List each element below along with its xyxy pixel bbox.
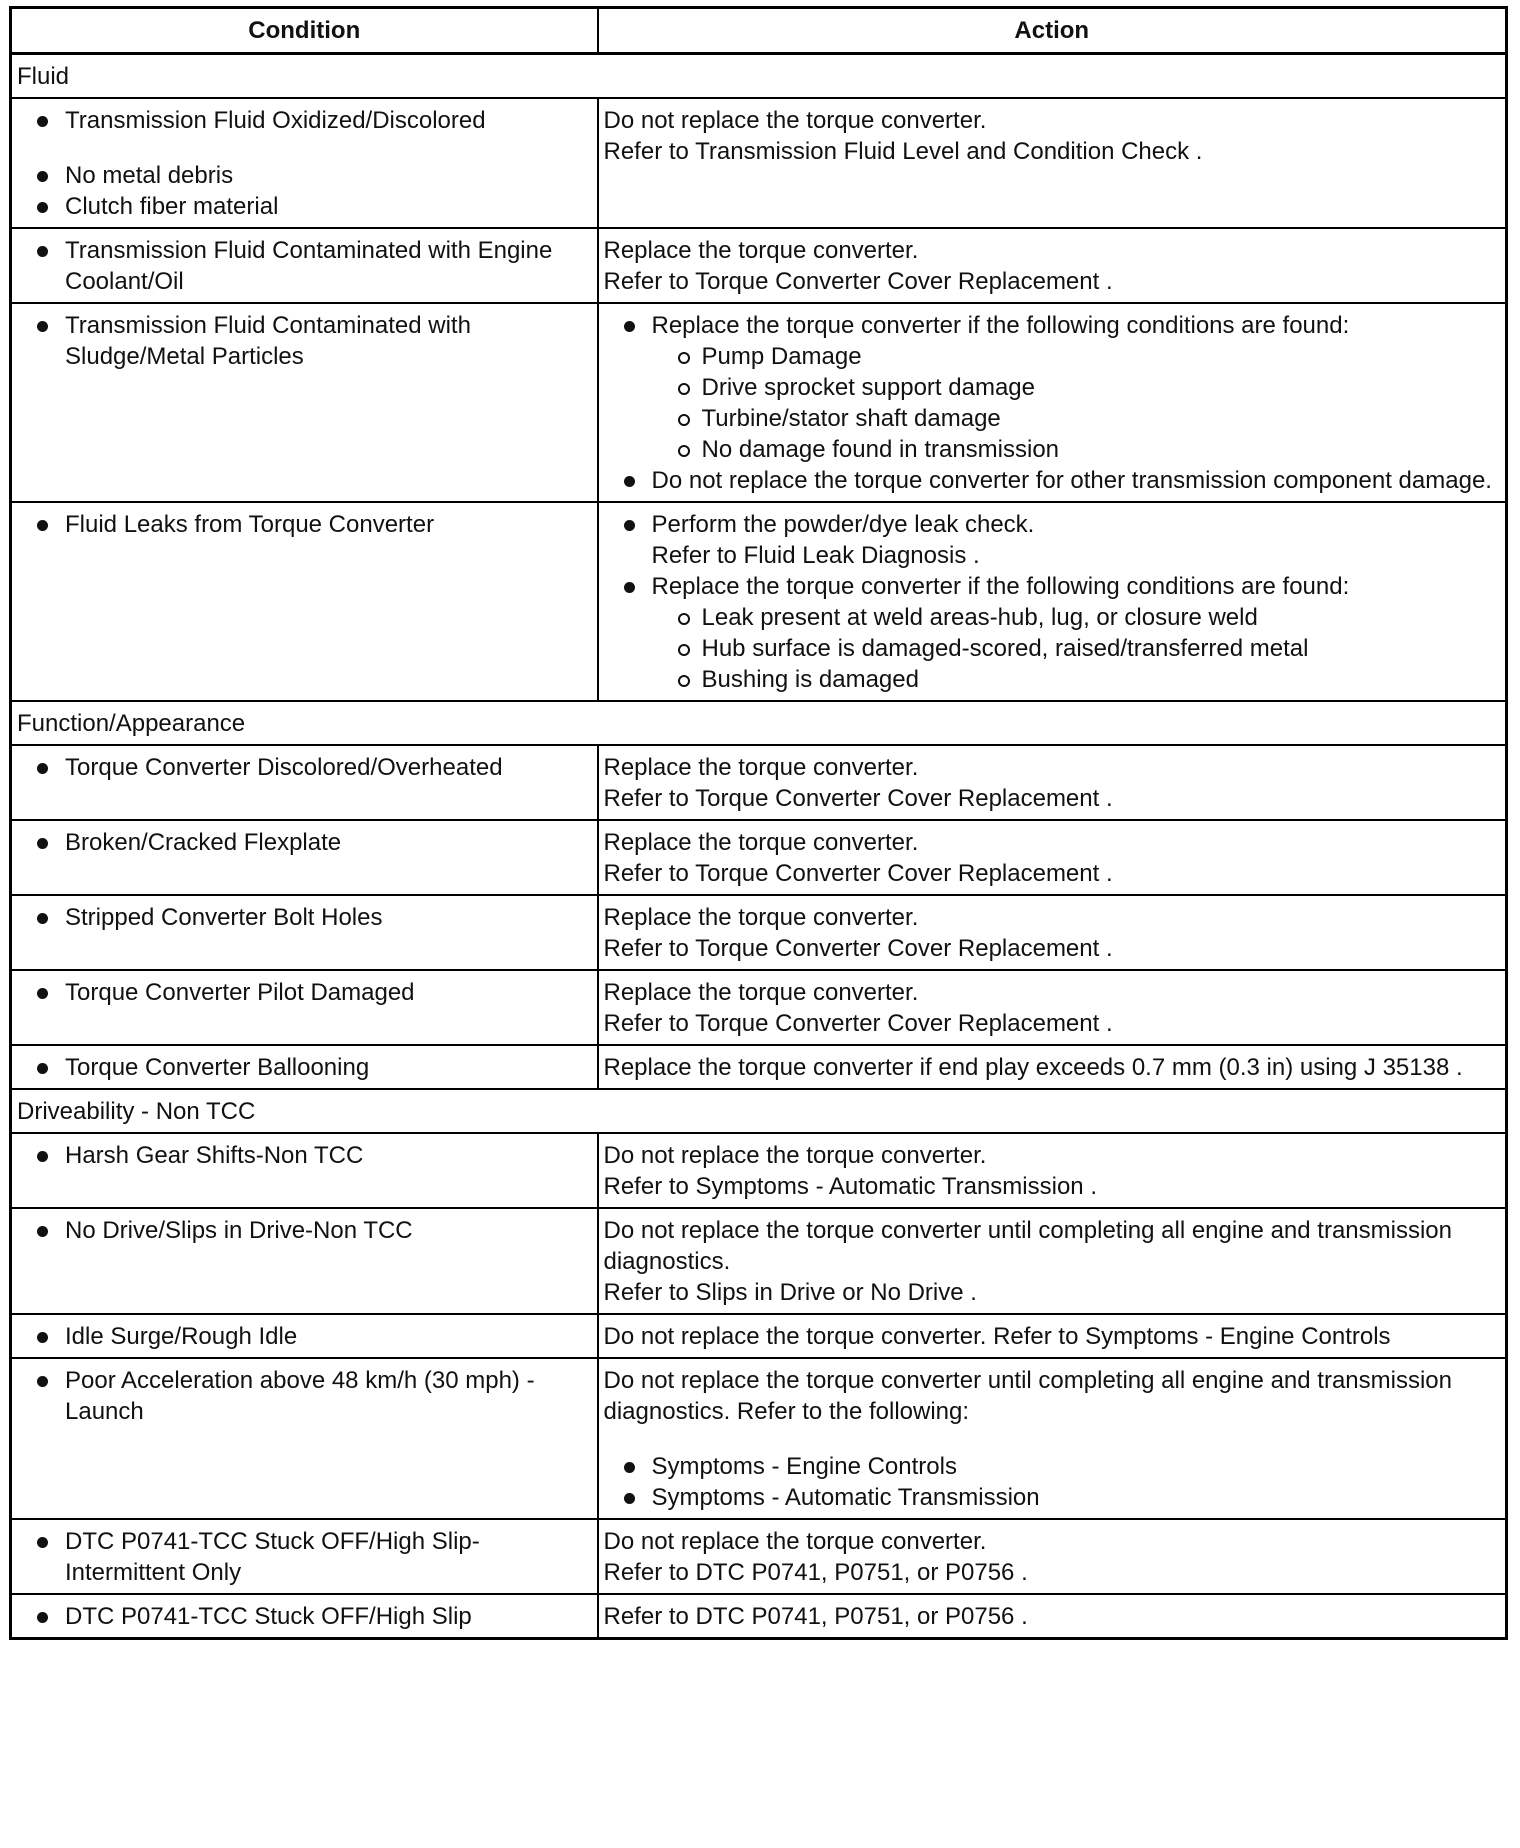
action-reference: Refer to Torque Converter Cover Replacement .: [603, 1010, 1113, 1037]
action-cell: [598, 303, 1507, 502]
action-cell: [598, 98, 1507, 228]
action-cell: [598, 1594, 1507, 1639]
table-row: [11, 1208, 1507, 1314]
condition-item: Transmission Fluid Contaminated with Sludge/Metal Particles: [17, 310, 591, 372]
action-sub-item: No damage found in transmission: [652, 434, 1500, 465]
action-text: Replace the torque converter.: [603, 754, 919, 781]
action-bullet: Symptoms - Automatic Transmission: [604, 1482, 1500, 1513]
condition-item: Transmission Fluid Contaminated with Engine Coolant/Oil: [17, 235, 591, 297]
action-bullet: [604, 571, 1500, 695]
condition-cell: [11, 1314, 598, 1358]
table-row: [11, 970, 1507, 1045]
table-row: [11, 228, 1507, 303]
action-text: Replace the torque converter.: [603, 237, 919, 264]
condition-cell: [11, 1208, 598, 1314]
action-text: Replace the torque converter.: [603, 979, 919, 1006]
condition-item: Torque Converter Discolored/Overheated: [17, 752, 591, 783]
section-row: [11, 54, 1507, 99]
action-text: Replace the torque converter.: [603, 904, 919, 931]
action-cell: [598, 1133, 1507, 1208]
table-row: [11, 1594, 1507, 1639]
condition-item: Torque Converter Ballooning: [17, 1052, 591, 1083]
action-bullet-text: Replace the torque converter if the following conditions are found:: [651, 573, 1350, 600]
condition-item: Fluid Leaks from Torque Converter: [17, 509, 591, 540]
condition-cell: [11, 1133, 598, 1208]
action-reference: Refer to Fluid Leak Diagnosis .: [651, 542, 980, 569]
action-reference: Refer to Torque Converter Cover Replacement .: [603, 860, 1113, 887]
action-text: Do not replace the torque converter until completing all engine and transmission diagnostics.: [603, 1217, 1452, 1275]
action-sub-item: Drive sprocket support damage: [652, 372, 1500, 403]
condition-item: Poor Acceleration above 48 km/h (30 mph) - Launch: [17, 1365, 591, 1427]
action-sub-item: Pump Damage: [652, 341, 1500, 372]
table-row: [11, 1133, 1507, 1208]
condition-cell: [11, 228, 598, 303]
condition-cell: [11, 970, 598, 1045]
action-cell: [598, 970, 1507, 1045]
section-title-fluid: Fluid: [11, 54, 1507, 99]
action-cell: [598, 502, 1507, 701]
action-reference: Refer to Torque Converter Cover Replacement .: [603, 935, 1113, 962]
action-reference: Refer to Transmission Fluid Level and Condition Check .: [603, 138, 1203, 165]
condition-cell: [11, 1594, 598, 1639]
condition-cell: [11, 1358, 598, 1519]
condition-cell: [11, 895, 598, 970]
action-cell: [598, 745, 1507, 820]
condition-cell: [11, 820, 598, 895]
condition-cell: [11, 1045, 598, 1089]
condition-cell: [11, 502, 598, 701]
section-title-driveability: Driveability - Non TCC: [11, 1089, 1507, 1133]
table-row: [11, 502, 1507, 701]
action-cell: [598, 1358, 1507, 1519]
action-text: Replace the torque converter.: [603, 829, 919, 856]
section-row: [11, 1089, 1507, 1133]
action-sub-item: Leak present at weld areas-hub, lug, or closure weld: [652, 602, 1500, 633]
action-bullet: [604, 509, 1500, 571]
table-row: [11, 303, 1507, 502]
condition-item: Torque Converter Pilot Damaged: [17, 977, 591, 1008]
table-row: [11, 820, 1507, 895]
header-action: Action: [598, 8, 1507, 54]
condition-item: Transmission Fluid Oxidized/Discolored: [17, 105, 591, 136]
table-row: [11, 1358, 1507, 1519]
action-text: Do not replace the torque converter until completing all engine and transmission diagnostics. Refer to the following:: [603, 1367, 1452, 1425]
action-bullet: Do not replace the torque converter for other transmission component damage.: [604, 465, 1500, 496]
action-cell: [598, 820, 1507, 895]
action-reference: Refer to Slips in Drive or No Drive .: [603, 1279, 977, 1306]
action-text: Do not replace the torque converter.: [603, 107, 987, 134]
action-cell: [598, 228, 1507, 303]
condition-cell: [11, 1519, 598, 1594]
action-bullet: Symptoms - Engine Controls: [604, 1451, 1500, 1482]
action-reference: Refer to Torque Converter Cover Replacement .: [603, 268, 1113, 295]
action-cell: [598, 1314, 1507, 1358]
action-reference: Refer to DTC P0741, P0751, or P0756 .: [603, 1603, 1028, 1630]
table-row: [11, 1314, 1507, 1358]
action-reference: Refer to Torque Converter Cover Replacement .: [603, 785, 1113, 812]
condition-item: Harsh Gear Shifts-Non TCC: [17, 1140, 591, 1171]
condition-cell: [11, 303, 598, 502]
header-condition: Condition: [11, 8, 598, 54]
action-reference: Refer to DTC P0741, P0751, or P0756 .: [603, 1559, 1028, 1586]
action-cell: [598, 1519, 1507, 1594]
action-cell: [598, 1208, 1507, 1314]
condition-item: DTC P0741-TCC Stuck OFF/High Slip-Intermittent Only: [17, 1526, 591, 1588]
action-cell: [598, 1045, 1507, 1089]
condition-item: Stripped Converter Bolt Holes: [17, 902, 591, 933]
action-bullet-text: Replace the torque converter if the following conditions are found:: [651, 312, 1350, 339]
section-row: [11, 701, 1507, 745]
action-bullet: [604, 310, 1500, 465]
action-reference: Refer to Symptoms - Automatic Transmission .: [603, 1173, 1097, 1200]
action-bullet-text: Perform the powder/dye leak check.: [651, 511, 1035, 538]
table-row: [11, 98, 1507, 228]
diagnosis-table: [9, 6, 1508, 1640]
condition-cell: [11, 745, 598, 820]
table-row: [11, 895, 1507, 970]
header-row: [11, 8, 1507, 54]
condition-item: Broken/Cracked Flexplate: [17, 827, 591, 858]
action-cell: [598, 895, 1507, 970]
action-sub-item: Turbine/stator shaft damage: [652, 403, 1500, 434]
action-sub-item: Bushing is damaged: [652, 664, 1500, 695]
condition-item: Clutch fiber material: [17, 191, 591, 222]
action-text: Replace the torque converter if end play exceeds 0.7 mm (0.3 in) using J 35138 .: [603, 1054, 1463, 1081]
condition-cell: [11, 98, 598, 228]
action-sub-item: Hub surface is damaged-scored, raised/transferred metal: [652, 633, 1500, 664]
action-text: Do not replace the torque converter.: [603, 1528, 987, 1555]
condition-item: No Drive/Slips in Drive-Non TCC: [17, 1215, 591, 1246]
condition-item: No metal debris: [17, 160, 591, 191]
action-text: Do not replace the torque converter. Refer to Symptoms - Engine Controls: [603, 1323, 1391, 1350]
condition-item: Idle Surge/Rough Idle: [17, 1321, 591, 1352]
section-title-function: Function/Appearance: [11, 701, 1507, 745]
table-row: [11, 1519, 1507, 1594]
condition-item: DTC P0741-TCC Stuck OFF/High Slip: [17, 1601, 591, 1632]
action-text: Do not replace the torque converter.: [603, 1142, 987, 1169]
table-row: [11, 1045, 1507, 1089]
table-row: [11, 745, 1507, 820]
